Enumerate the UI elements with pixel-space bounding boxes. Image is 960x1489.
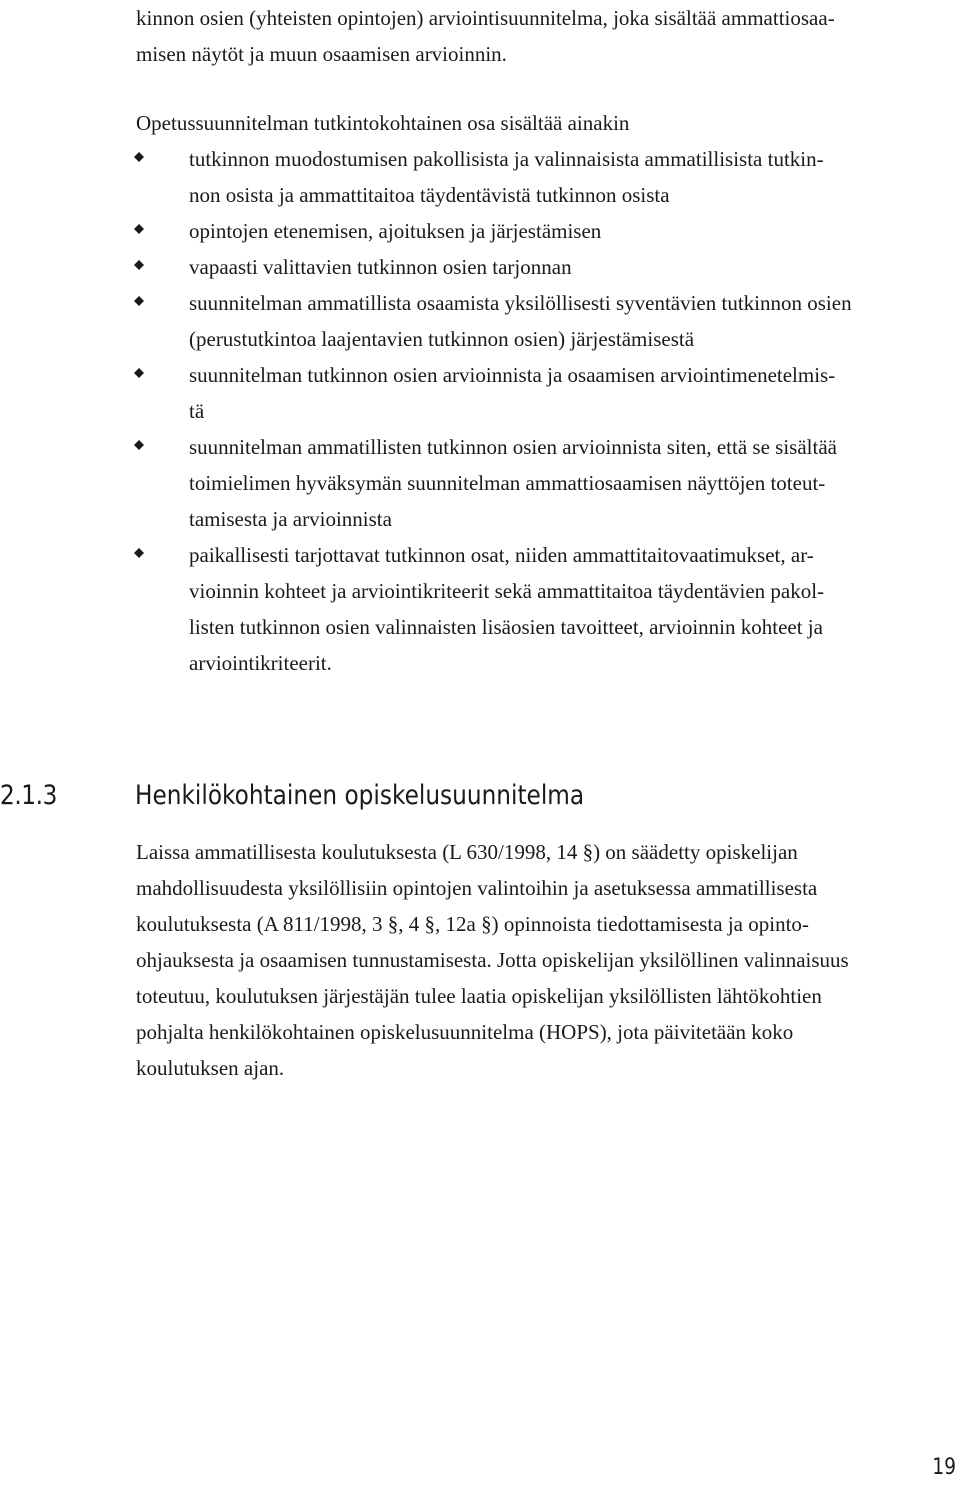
list-item-line: vapaasti valittavien tutkinnon osien tarjonnan — [189, 255, 572, 279]
list-item-line: tamisesta ja arvioinnista — [189, 507, 392, 531]
paragraph-line: pohjalta henkilökohtainen opiskelusuunnitelma (HOPS), jota päivitetään koko — [136, 1020, 794, 1044]
list-item-line: arviointikriteerit. — [189, 651, 332, 675]
diamond-bullet-icon — [134, 260, 144, 270]
paragraph-line: koulutuksesta (A 811/1998, 3 §, 4 §, 12a §) opinnoista tiedottamisesta ja opinto- — [136, 912, 809, 936]
diamond-bullet-icon — [134, 224, 144, 234]
list-item-line: listen tutkinnon osien valinnaisten lisäosien tavoitteet, arvioinnin kohteet ja — [189, 615, 823, 639]
list-item-line: suunnitelman ammatillisten tutkinnon osien arvioinnista siten, että se sisältää — [189, 435, 837, 459]
list-item-line: (perustutkintoa laajentavien tutkinnon osien) järjestämisestä — [189, 327, 695, 351]
diamond-bullet-icon — [134, 440, 144, 450]
list-item — [136, 285, 958, 357]
intro-line-2: misen näytöt ja muun osaamisen arvioinnin. — [136, 42, 507, 66]
section-number: 2.1.3 — [0, 780, 57, 812]
list-item — [136, 537, 958, 681]
paragraph-line: toteutuu, koulutuksen järjestäjän tulee laatia opiskelijan yksilöllisten lähtökohtien — [136, 984, 822, 1008]
list-item-line: tä — [189, 399, 205, 423]
paragraph-line: mahdollisuudesta yksilöllisiin opintojen valintoihin ja asetuksessa ammatillisesta — [136, 876, 818, 900]
list-item-line: opintojen etenemisen, ajoituksen ja järjestämisen — [189, 219, 602, 243]
diamond-bullet-icon — [134, 548, 144, 558]
list-item-line: paikallisesti tarjottavat tutkinnon osat, niiden ammattitaitovaatimukset, ar- — [189, 543, 814, 567]
requirements-list — [136, 141, 958, 681]
hops-paragraph — [136, 834, 956, 1086]
list-item — [136, 429, 958, 537]
diamond-bullet-icon — [134, 368, 144, 378]
section-title: Henkilökohtainen opiskelusuunnitelma — [135, 780, 585, 812]
paragraph-line: koulutuksen ajan. — [136, 1056, 285, 1080]
list-item — [136, 213, 958, 249]
page-number: 19 — [932, 1455, 956, 1480]
section-heading — [0, 772, 826, 820]
list-heading: Opetussuunnitelman tutkintokohtainen osa sisältää ainakin — [136, 111, 630, 135]
list-item — [136, 357, 958, 429]
intro-line-1: kinnon osien (yhteisten opintojen) arviointisuunnitelma, joka sisältää ammattiosaa- — [136, 6, 835, 30]
intro-paragraph — [136, 0, 956, 72]
diamond-bullet-icon — [134, 152, 144, 162]
list-item — [136, 141, 958, 213]
list-item-line: tutkinnon muodostumisen pakollisista ja valinnaisista ammatillisista tutkin- — [189, 147, 824, 171]
list-item-line: toimielimen hyväksymän suunnitelman ammattiosaamisen näyttöjen toteut- — [189, 471, 826, 495]
paragraph-line: Laissa ammatillisesta koulutuksesta (L 630/1998, 14 §) on säädetty opiskelijan — [136, 840, 798, 864]
paragraph-line: ohjauksesta ja osaamisen tunnustamisesta. Jotta opiskelijan yksilöllinen valinnaisuus — [136, 948, 849, 972]
list-item-line: vioinnin kohteet ja arviointikriteerit sekä ammattitaitoa täydentävien pakol- — [189, 579, 825, 603]
list-item-line: suunnitelman ammatillista osaamista yksilöllisesti syventävien tutkinnon osien — [189, 291, 852, 315]
list-item-line: non osista ja ammattitaitoa täydentävistä tutkinnon osista — [189, 183, 670, 207]
diamond-bullet-icon — [134, 296, 144, 306]
list-item — [136, 249, 958, 285]
list-item-line: suunnitelman tutkinnon osien arvioinnista ja osaamisen arviointimenetelmis- — [189, 363, 836, 387]
